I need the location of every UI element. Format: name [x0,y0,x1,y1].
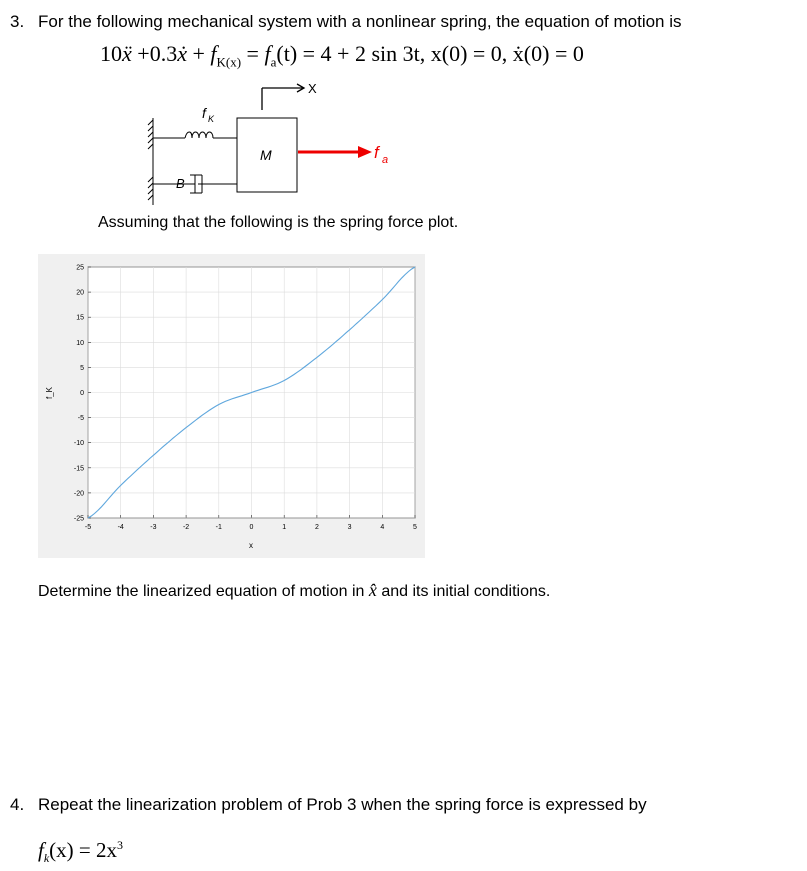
x-tick-label: 1 [282,524,287,531]
problem-4-number: 4. [10,795,25,814]
y-tick-label: 25 [76,264,84,272]
force-sub-label: a [382,154,389,166]
x-dot: ẋ [177,41,187,66]
y-tick-label: 20 [76,289,84,297]
applied-force-arrow [298,146,372,158]
y-tick-label: 10 [76,339,84,347]
x-tick-label: -2 [182,524,190,531]
spring-force-subscript: K(x) [216,54,242,70]
x-tick-label: 5 [413,524,417,531]
spring-sub-label: K [208,114,215,124]
wall-top [148,118,153,149]
y-tick-label: 15 [76,314,84,322]
spring [153,132,237,148]
determine-text-end: and its initial conditions. [381,583,551,600]
problem-3-statement [10,12,682,32]
determine-text-start: Determine the linearized equation of motion in [38,583,365,600]
wall-bottom [148,175,153,205]
applied-force-value: = 4 + 2 sin 3t, [302,41,426,66]
mass-label: M [260,147,272,163]
x-tick-label: -5 [84,524,92,531]
determine-text [38,580,550,601]
applied-force-subscript: a [270,54,277,70]
x-hat-symbol: x̂ [368,580,377,600]
problem-4-statement [10,795,647,815]
y-axis-label: f_K [45,386,54,400]
problem-4-rhs: (x) = 2x [49,838,118,862]
y-tick-label: -5 [77,415,84,423]
y-tick-label: -25 [73,515,84,523]
x-tick-label: -3 [150,524,157,531]
problem-4-equation [38,838,123,866]
x-tick-label: 2 [314,524,319,531]
x-tick-label: -4 [117,524,124,531]
y-tick-label: -15 [73,465,84,473]
force-label: f [374,143,379,162]
x-axis-label: x [249,541,253,550]
x-tick-label: 0 [249,524,254,531]
spring-force-plot [38,254,425,558]
damping-coefficient: 0.3 [149,41,178,66]
equation-of-motion: 10ẍ +0.3ẋ + $f_{K(x)} = f_a(t) = 4 + 2$ sin 3t, x(0) = 0, ẋ(0) = 0 [100,41,584,70]
damper-label: B [176,176,185,191]
problem-4-text: Repeat the linearization problem of Prob 3 when the spring force is expressed by [38,795,647,814]
problem-4-f-symbol: f [38,838,44,862]
spring-force-symbol: f [210,41,217,66]
direction-arrow [262,84,304,110]
direction-label: X [308,81,317,96]
problem-4-exponent: 3 [117,838,124,852]
y-tick-label: 5 [80,364,84,372]
mass-coefficient: 10 [100,41,122,66]
spring-label: f [202,105,206,121]
damper [153,172,237,193]
x-tick-label: -1 [215,524,222,531]
mechanical-system-diagram [140,80,400,210]
applied-force-symbol: f [264,41,271,66]
problem-4-f-subscript: k [43,851,50,866]
x-tick-label: 4 [380,524,385,531]
y-tick-label: 0 [80,390,84,397]
x-double-dot: ẍ [122,41,132,66]
x-tick-label: 3 [347,524,352,531]
problem-3-number: 3. [10,12,25,31]
y-tick-label: -20 [73,490,84,498]
applied-force-arg: (t) [276,41,298,66]
y-tick-label: -10 [73,440,84,448]
problem-3-text: For the following mechanical system with a nonlinear spring, the equation of motion is [38,12,682,31]
initial-conditions: x(0) = 0, ẋ(0) = 0 [430,41,584,66]
assumption-text: Assuming that the following is the spring force plot. [98,214,459,231]
